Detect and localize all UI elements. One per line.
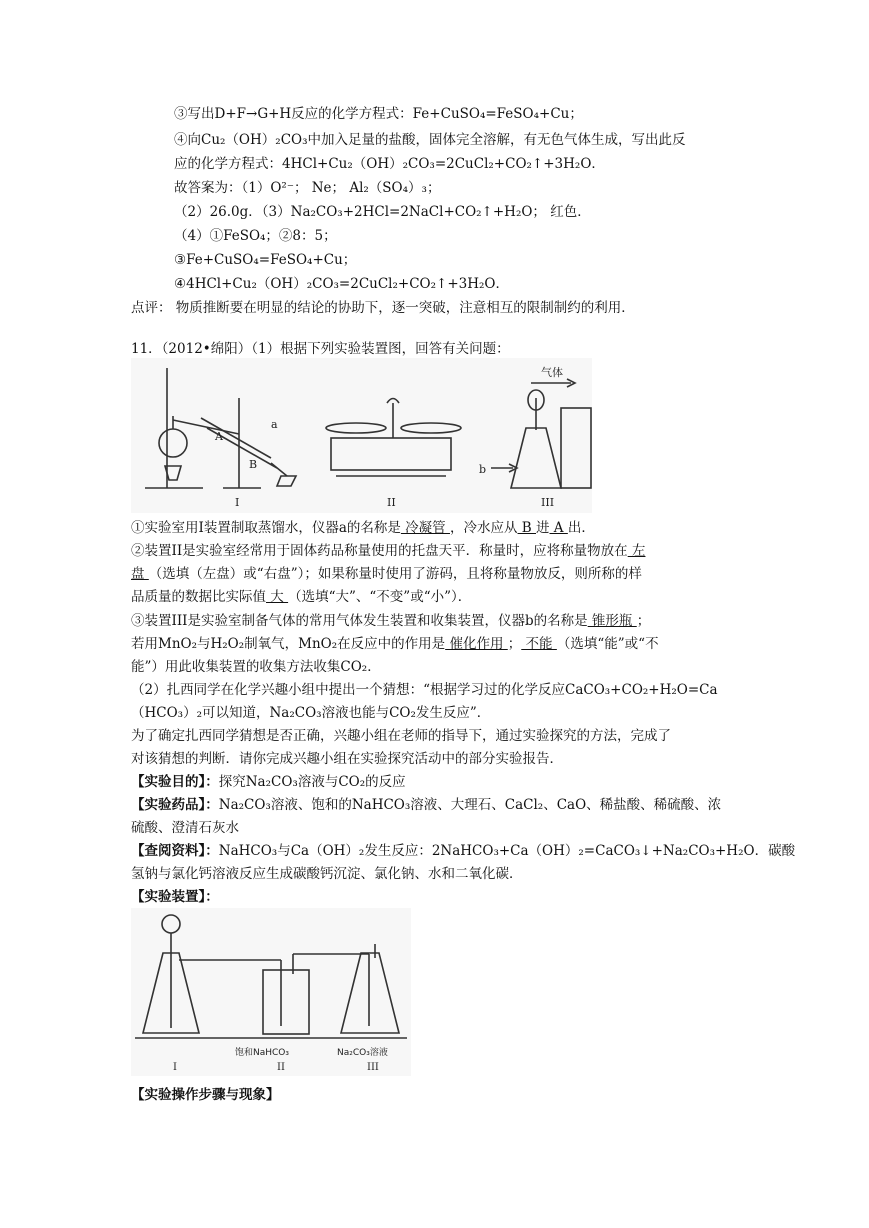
answer-summary-6: ④4HCl+Cu₂（OH）₂CO₃=2CuCl₂+CO₂↑+3H₂O． (174, 276, 509, 292)
label-A: A (215, 430, 223, 443)
answer-summary-1: 故答案为：（1）O²⁻； Ne； Al₂（SO₄）₃； (174, 180, 441, 196)
answer-left-pan-b: 盘 (131, 566, 149, 582)
steps-heading: 【实验操作步骤与现象】 (131, 1087, 280, 1103)
label-a: a (271, 418, 278, 431)
reference-heading: 【查阅资料】： (131, 843, 219, 859)
reference-line-2: 氢钠与氯化钙溶液反应生成碳酸钙沉淀、氯化钠、水和二氧化碳． (131, 866, 523, 882)
q3-line-1: ③装置III是实验室制备气体的常用气体发生装置和收集装置，仪器b的名称是 锥形瓶 ； (131, 613, 651, 629)
answer-line-3: ③写出D+F→G+H反应的化学方程式：Fe+CuSO₄=FeSO₄+Cu； (174, 106, 583, 122)
drugs-line-2: 硫酸、澄清石灰水 (131, 820, 239, 836)
label-b: b (479, 463, 487, 476)
purpose-line: 【实验目的】：探究Na₂CO₃溶液与CO₂的反应 (131, 774, 406, 790)
answer-summary-4: （4）①FeSO₄；②8：5； (174, 228, 337, 244)
answer-left-pan-a: 左 (627, 543, 646, 559)
label-na2co3-solution: Na₂CO₃溶液 (337, 1048, 388, 1058)
answer-larger: 大 (266, 589, 289, 605)
apparatus-figure-1 (131, 358, 592, 513)
question-title: 11．（2012•绵阳）（1）根据下列实验装置图，回答有关问题： (131, 341, 510, 357)
q1-line: ①实验室用Ⅰ装置制取蒸馏水，仪器a的名称是 冷凝管 ，冷水应从 B 进 A 出． (131, 520, 595, 536)
part2-line-2: （HCO₃）₂可以知道，Na₂CO₃溶液也能与CO₂发生反应”． (131, 705, 491, 721)
q2-line-3: 品质量的数据比实际值 大 （选填“大”、“不变”或“小”）． (131, 589, 472, 605)
answer-line-4-cont: 应的化学方程式：4HCl+Cu₂（OH）₂CO₃=2CuCl₂+CO₂↑+3H₂O． (174, 156, 605, 172)
label-flask-III: III (367, 1062, 379, 1073)
label-flask-II: II (277, 1062, 285, 1073)
part2-line-1: （2）扎西同学在化学兴趣小组中提出一个猜想：“根据学习过的化学反应CaCO₃+CO₂+H₂O=Ca (131, 682, 718, 698)
answer-inlet: B (517, 520, 536, 536)
label-B: B (249, 458, 258, 471)
apparatus-figure-2 (131, 908, 411, 1076)
q3-line-3: 能”）用此收集装置的收集方法收集CO₂． (131, 659, 381, 675)
label-sat-nahco3: 饱和NaHCO₃ (235, 1048, 289, 1058)
answer-catalysis: 催化作用 (445, 636, 508, 652)
answer-condenser: 冷凝管 (400, 520, 450, 536)
comment-line: 点评： 物质推断要在明显的结论的协助下，逐一突破，注意相互的限制制约的利用． (131, 300, 635, 316)
part2-line-3: 为了确定扎西同学猜想是否正确，兴趣小组在老师的指导下，通过实验探究的方法，完成了 (131, 728, 671, 744)
answer-summary-5: ③Fe+CuSO₄=FeSO₄+Cu； (174, 252, 357, 268)
drugs-line-1: 【实验药品】：Na₂CO₃溶液、饱和的NaHCO₃溶液、大理石、CaCl₂、CaO、稀盐酸、稀硫酸、浓 (131, 797, 722, 813)
label-I: I (235, 496, 240, 509)
label-gas: 气体 (541, 366, 563, 379)
answer-outlet: A (549, 520, 568, 536)
purpose-heading: 【实验目的】： (131, 774, 219, 790)
reference-line-1: 【查阅资料】：NaHCO₃与Ca（OH）₂发生反应：2NaHCO₃+Ca（OH）₂=CaCO₃↓+Na₂CO₃+H₂O．碳酸 (131, 843, 796, 859)
label-III: III (541, 496, 555, 509)
answer-conical-flask: 锥形瓶 (587, 613, 637, 629)
answer-summary-2: （2）26.0g．（3）Na₂CO₃+2HCl=2NaCl+CO₂↑+H₂O； 红色． (174, 204, 591, 220)
q2-line-1: ②装置II是实验室经常用于固体药品称量使用的托盘天平．称量时，应将称量物放在 左 (131, 543, 646, 559)
part2-line-4: 对该猜想的判断．请你完成兴趣小组在实验探究活动中的部分实验报告． (131, 751, 563, 767)
label-II: II (387, 496, 396, 509)
device-heading: 【实验装置】： (131, 889, 219, 905)
label-flask-I: I (173, 1062, 177, 1073)
answer-cannot: 不能 (521, 636, 557, 652)
q3-line-2: 若用MnO₂与H₂O₂制氧气，MnO₂在反应中的作用是 催化作用 ； 不能 （选填“能”或“不 (131, 636, 659, 652)
q2-line-2: 盘 （选填（左盘）或“右盘”）；如果称量时使用了游码，且将称量物放反，则所称的样 (131, 566, 642, 582)
answer-line-4: ④向Cu₂（OH）₂CO₃中加入足量的盐酸，固体完全溶解，有无色气体生成，写出此反 (174, 132, 686, 148)
drugs-heading: 【实验药品】： (131, 797, 219, 813)
